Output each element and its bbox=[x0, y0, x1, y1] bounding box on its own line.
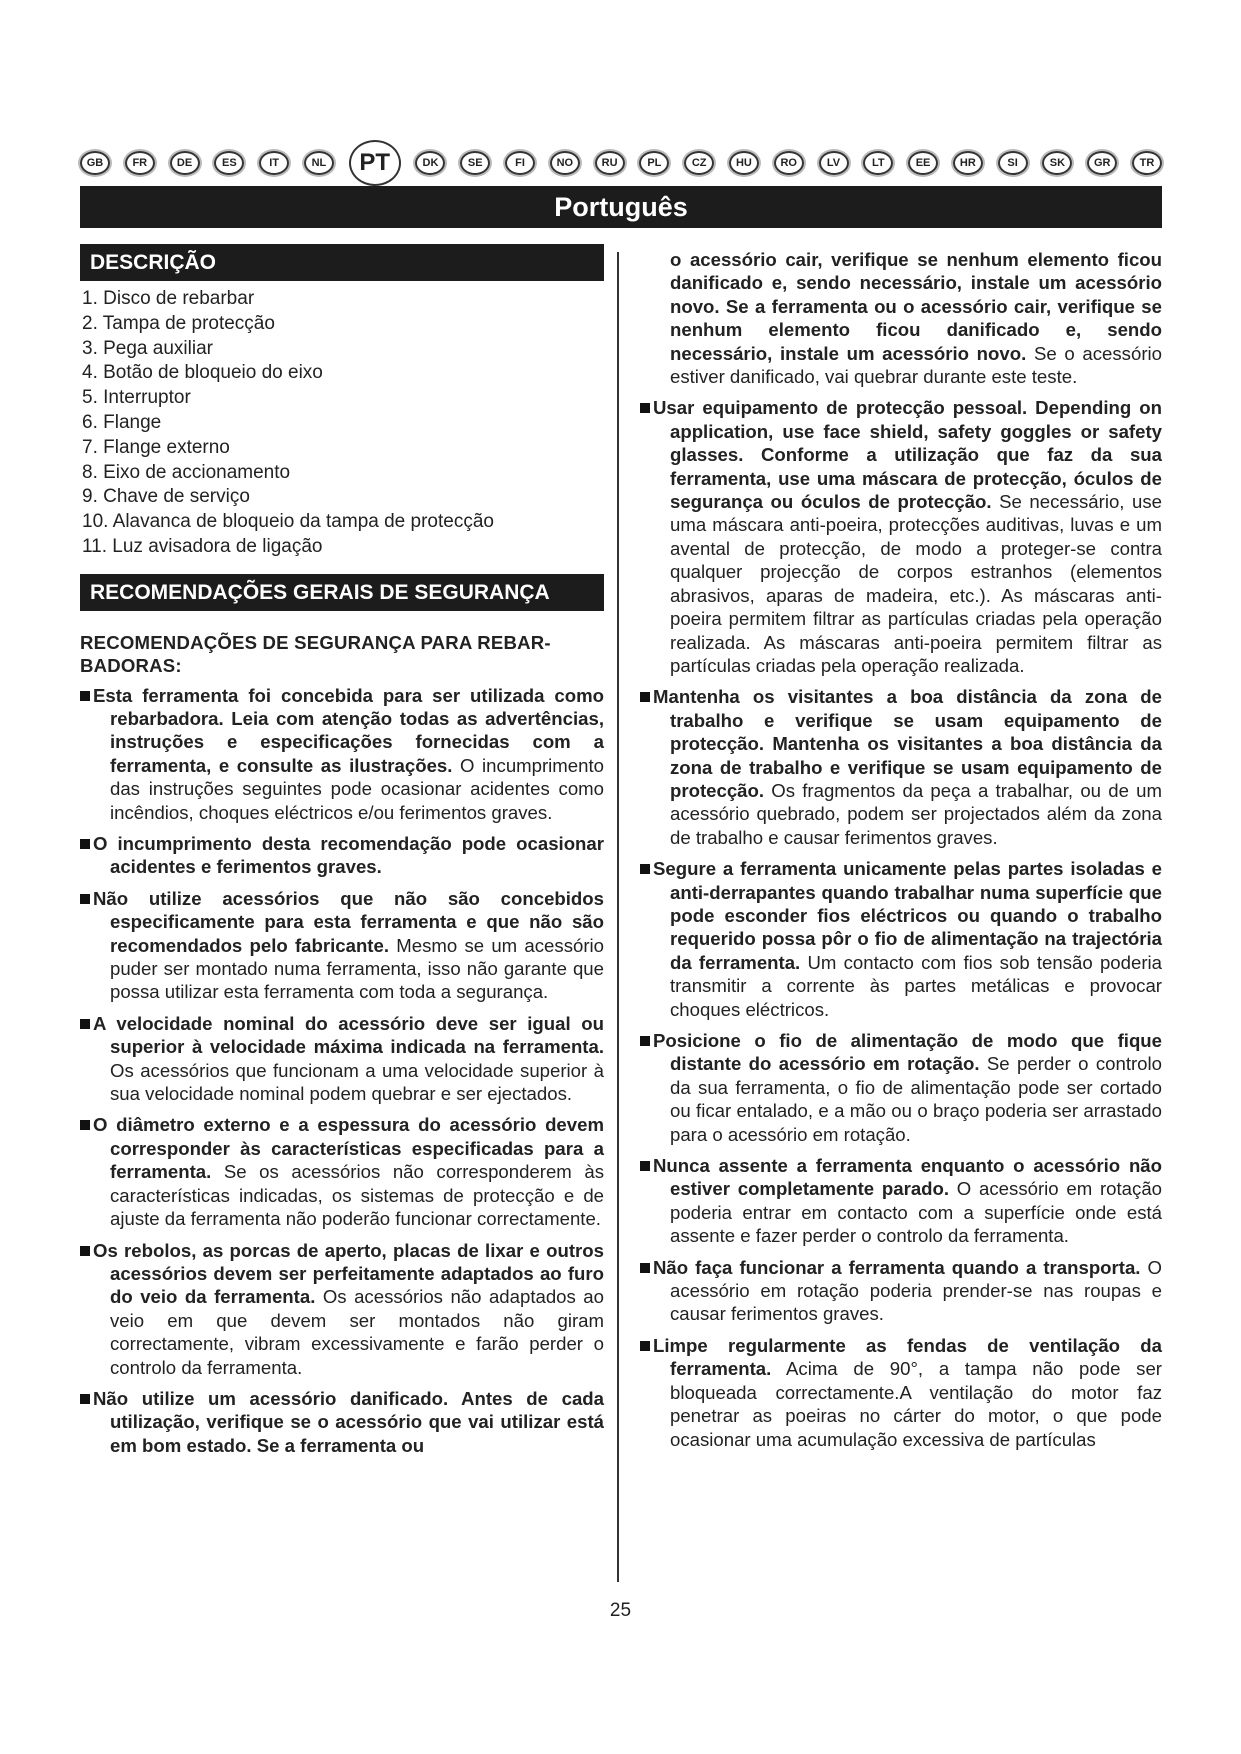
square-bullet-icon bbox=[80, 1019, 90, 1029]
safety-list-right bbox=[640, 396, 1162, 1450]
language-badge-lt: LT bbox=[863, 151, 893, 175]
bold-text: Limpe regularmente as fendas de ventilação da ferramenta. bbox=[653, 1334, 1162, 1380]
body-text: Se necessário, use uma máscara anti-poeira, protecções auditivas, luvas e um avental de protecção, de modo a proteger-se contra qualquer projecção de corpos estranhos (elementos abrasivos, aparas de madeira, etc.). As máscaras anti-poeira permitem filtrar as partículas criadas pela operação realizada. As máscaras anti-poeira permitem filtrar as partículas criadas pela operação realizada. bbox=[670, 491, 1162, 676]
language-badge-hu: HU bbox=[729, 151, 759, 175]
language-badge-hr: HR bbox=[953, 151, 983, 175]
safety-item bbox=[640, 1029, 1162, 1146]
page-number: 25 bbox=[609, 1600, 632, 1621]
square-bullet-icon bbox=[80, 839, 90, 849]
language-badge-ru: RU bbox=[595, 151, 625, 175]
body-text: Se os acessórios não corresponderem às características indicadas, os sistemas de protecção e de ajuste da ferramenta não poderão funcionar correctamente. bbox=[110, 1161, 604, 1230]
bold-text: O diâmetro externo e a espessura do acessório devem corresponder às características especificadas para a ferramenta. bbox=[93, 1114, 604, 1183]
language-badge-nl: NL bbox=[304, 151, 334, 175]
body-text: O acessório em rotação poderia prender-se nas roupas e causar ferimentos graves. bbox=[670, 1256, 1163, 1325]
language-badge-dk: DK bbox=[415, 151, 445, 175]
list-item: 1. Disco de rebarbar bbox=[82, 288, 255, 309]
language-badge-sk: SK bbox=[1042, 151, 1072, 175]
right-column bbox=[640, 248, 1162, 1459]
body-text: Acima de 90°, a tampa não pode ser bloqueada correctamente.A ventilação do motor faz penetrar as poeiras no cárter do motor, o que pode ocasionar uma acumulação excessiva de partículas bbox=[670, 1358, 1162, 1450]
square-bullet-icon bbox=[640, 403, 650, 413]
bold-text: Segure a ferramenta unicamente pelas partes isoladas e anti-derrapantes quando trabalhar numa superfície que pode esconder fios eléctricos ou quando o trabalho requerido possa pôr o fio de alimentação na trajectória da ferramenta. bbox=[653, 858, 1162, 973]
language-badge-pl: PL bbox=[639, 151, 669, 175]
square-bullet-icon bbox=[640, 1036, 650, 1046]
square-bullet-icon bbox=[640, 1263, 650, 1273]
square-bullet-icon bbox=[640, 1341, 650, 1351]
body-text: Os fragmentos da peça a trabalhar, ou de um acessório quebrado, podem ser projectados além da zona de trabalho e causar ferimentos graves. bbox=[670, 779, 1162, 848]
language-badge-cz: CZ bbox=[684, 151, 714, 175]
language-badge-es: ES bbox=[214, 151, 244, 175]
language-badge-se: SE bbox=[460, 151, 490, 175]
list-item: 3. Pega auxiliar bbox=[82, 337, 213, 359]
list-item: 2. Tampa de protecção bbox=[82, 312, 275, 334]
list-item: 4. Botão de bloqueio do eixo bbox=[82, 362, 323, 384]
language-badge-ee: EE bbox=[908, 151, 938, 175]
language-badge-de: DE bbox=[170, 151, 200, 175]
square-bullet-icon bbox=[80, 1394, 90, 1404]
bold-text: o acessório cair, verifique se nenhum elemento ficou danificado e, sendo necessário, instale um acessório novo. Se a ferramenta ou o acessório cair, verifique se nenhum elemento ficou danificado e, sendo necessário, instale um acessório novo. bbox=[670, 249, 1162, 364]
list-item: 10. Alavanca de bloqueio da tampa de protecção bbox=[82, 511, 494, 533]
language-badge-lv: LV bbox=[819, 151, 849, 175]
body-text: Os acessórios não adaptados ao veio em que devem ser montados não giram correctamente, vibram excessivamente e farão perder o controlo da ferramenta. bbox=[110, 1286, 604, 1378]
body-text: Mesmo se um acessório puder ser montado numa ferramenta, isso não garante que possa utilizar esta ferramenta com toda a segurança. bbox=[110, 934, 604, 1003]
bold-text: O incumprimento desta recomendação pode ocasionar acidentes e ferimentos graves. bbox=[93, 833, 604, 878]
bold-text: Usar equipamento de protecção pessoal. Depending on application, use face shield, safety goggles or safety glasses. Conforme a utilização que faz da sua ferramenta, use uma máscara de protecção, óculos de segurança ou óculos de protecção. bbox=[653, 397, 1162, 513]
list-item: 11. Luz avisadora de ligação bbox=[82, 535, 323, 557]
bold-text: Posicione o fio de alimentação de modo que fique distante do acessório em rotação. bbox=[653, 1030, 1162, 1075]
bold-text: Esta ferramenta foi concebida para ser utilizada como rebarbadora. Leia com atenção todas as advertências, instruções e especificações fornecidas com a ferramenta, e consulte as ilustrações. bbox=[93, 684, 604, 776]
language-badge-fr: FR bbox=[125, 151, 155, 175]
safety-item bbox=[80, 832, 604, 879]
body-text: Um contacto com fios sob tensão poderia transmitir a corrente às partes metálicas e provocar choques eléctricos. bbox=[670, 951, 1162, 1020]
square-bullet-icon bbox=[80, 691, 90, 701]
safety-subheading: RECOMENDAÇÕES DE SEGURANÇA PARA REBAR-BADORAS: bbox=[80, 631, 551, 677]
bold-text: Mantenha os visitantes a boa distância da zona de trabalho e verifique se usam equipamento de protecção. Mantenha os visitantes a boa distância da zona de trabalho e verifique se usam equipamento de protecção. bbox=[653, 686, 1162, 801]
safety-item bbox=[80, 887, 604, 1004]
square-bullet-icon bbox=[80, 1120, 90, 1130]
bold-text: Não faça funcionar a ferramenta quando a transporta. bbox=[653, 1256, 1141, 1278]
list-item: 7. Flange externo bbox=[82, 436, 230, 458]
square-bullet-icon bbox=[80, 1246, 90, 1256]
square-bullet-icon bbox=[640, 692, 650, 702]
language-badge-si: SI bbox=[998, 151, 1028, 175]
list-item: 5. Interruptor bbox=[82, 387, 191, 409]
square-bullet-icon bbox=[640, 864, 650, 874]
language-badge-fi: FI bbox=[505, 151, 535, 175]
page-title: Português bbox=[80, 186, 1162, 228]
bold-text: A velocidade nominal do acessório deve ser igual ou superior à velocidade máxima indicada na ferramenta. bbox=[93, 1012, 604, 1058]
safety-heading: RECOMENDAÇÕES GERAIS DE SEGURANÇA bbox=[80, 574, 604, 611]
body-text: Se perder o controlo da sua ferramenta, o fio de alimentação pode ser cortado ou ficar entalado, e a mão ou o braço poderia ser arrastado para o acessório em rotação. bbox=[670, 1053, 1162, 1145]
list-item: 8. Eixo de accionamento bbox=[82, 461, 291, 483]
language-badge-ro: RO bbox=[774, 151, 804, 175]
safety-list-left bbox=[80, 684, 604, 1458]
description-list bbox=[80, 287, 604, 560]
list-item: 9. Chave de serviço bbox=[82, 486, 250, 508]
safety-item bbox=[640, 1154, 1162, 1248]
body-text: Se o acessório estiver danificado, vai quebrar durante este teste. bbox=[670, 342, 1162, 388]
bold-text: Os rebolos, as porcas de aperto, placas de lixar e outros acessórios devem ser perfeitamente adaptados ao furo do veio da ferramenta. bbox=[93, 1239, 604, 1308]
description-heading: DESCRIÇÃO bbox=[80, 244, 604, 281]
safety-item bbox=[640, 685, 1162, 849]
safety-item bbox=[80, 684, 604, 824]
safety-item bbox=[80, 1387, 604, 1457]
language-badge-it: IT bbox=[259, 151, 289, 175]
language-badge-no: NO bbox=[550, 151, 580, 175]
body-text: O incumprimento das instruções seguintes pode ocasionar acidentes como incêndios, choques eléctricos e/ou ferimentos graves. bbox=[110, 754, 604, 823]
safety-item bbox=[640, 1334, 1162, 1451]
language-badge-pt: PT bbox=[349, 140, 401, 186]
safety-item bbox=[640, 396, 1162, 677]
language-badge-gb: GB bbox=[80, 151, 110, 175]
language-badge-gr: GR bbox=[1087, 151, 1117, 175]
continued-paragraph bbox=[640, 248, 1162, 388]
safety-item bbox=[80, 1239, 604, 1379]
body-text: Os acessórios que funcionam a uma velocidade superior à sua velocidade nominal podem quebrar e ser ejectados. bbox=[110, 1059, 604, 1105]
left-column bbox=[80, 244, 604, 1465]
language-selector bbox=[80, 140, 1162, 186]
bold-text: Não utilize acessórios que não são concebidos especificamente para esta ferramenta e que não são recomendados pelo fabricante. bbox=[93, 887, 604, 956]
safety-item bbox=[640, 857, 1162, 1021]
bold-text: Nunca assente a ferramenta enquanto o acessório não estiver completamente parado. bbox=[653, 1155, 1162, 1200]
safety-item bbox=[640, 1256, 1162, 1326]
column-divider bbox=[617, 252, 619, 1582]
language-badge-tr: TR bbox=[1132, 151, 1162, 175]
safety-item bbox=[80, 1012, 604, 1106]
square-bullet-icon bbox=[80, 894, 90, 904]
bold-text: Não utilize um acessório danificado. Antes de cada utilização, verifique se o acessório que vai utilizar está em bom estado. Se a ferramenta ou bbox=[93, 1387, 604, 1456]
body-text: O acessório em rotação poderia entrar em contacto com a superfície onde está assente e fazer perder o controlo da ferramenta. bbox=[670, 1178, 1162, 1247]
list-item: 6. Flange bbox=[82, 411, 162, 433]
square-bullet-icon bbox=[640, 1161, 650, 1171]
safety-item bbox=[80, 1113, 604, 1230]
